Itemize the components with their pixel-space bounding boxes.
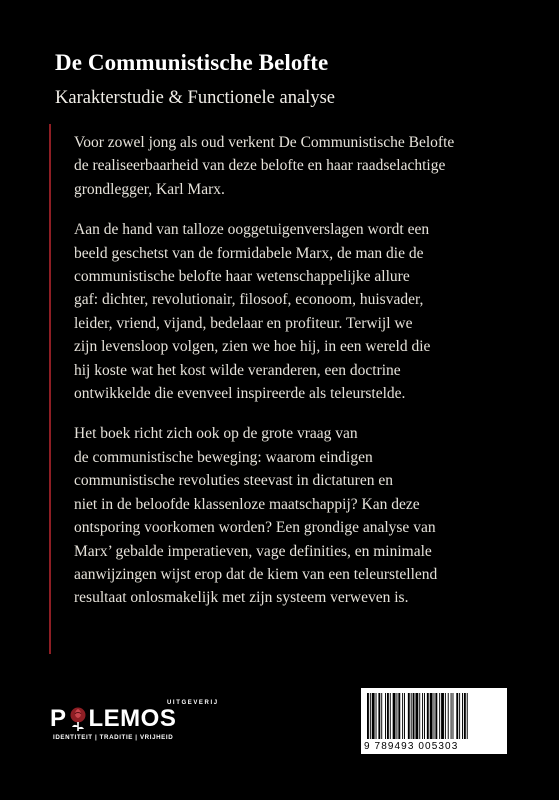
blurb-line: Voor zowel jong als oud verkent De Communistische Belofte (74, 134, 455, 151)
blurb-line: de communistische beweging: waarom eindigen (74, 448, 373, 466)
blurb-text (74, 131, 534, 627)
blurb-line: leider, vriend, vijand, bedelaar en profiteur. Terwijl we (74, 314, 413, 332)
blurb-line: communistische belofte haar wetenschappelijke allure (74, 268, 410, 286)
barcode-bar (451, 693, 452, 739)
barcode-bar (411, 693, 412, 739)
blurb-line: ontwikkelde die evenveel inspireerde als teleurstelde. (74, 385, 406, 403)
barcode-bar (462, 693, 463, 739)
barcode-bar (378, 693, 380, 739)
isbn-number: 9 789493 005303 (364, 741, 459, 752)
blurb-line: de realiseerbaarheid van deze belofte en haar raadselachtige (74, 157, 446, 175)
barcode-bar (404, 693, 405, 739)
blurb-paragraph-3 (74, 422, 534, 609)
barcode-bar (434, 693, 435, 739)
blurb-line: Het boek richt zich ook op de grote vraag van (74, 425, 358, 443)
blurb-line: niet in de beloofde klassenloze maatschappij? Kan deze (74, 495, 420, 513)
blurb-line: zijn levensloop volgen, zien we hoe hij, in een wereld die (74, 338, 431, 356)
barcode-bar (439, 693, 440, 739)
barcode-bar (413, 693, 415, 739)
barcode-bar (441, 693, 444, 739)
barcode-bar (445, 693, 446, 739)
barcode-bar (390, 693, 391, 739)
barcode-bar (430, 693, 433, 739)
blurb-line: beeld geschetst van de formidabele Marx, de man die de (74, 244, 424, 262)
barcode-bar (424, 693, 425, 739)
barcode-bar (367, 693, 369, 739)
barcode-bars (367, 693, 501, 739)
blurb-paragraph-2 (74, 218, 534, 405)
blurb-line: ontsporing voorkomen worden? Een grondige analyse van (74, 519, 436, 537)
blurb-line: hij koste wat het kost wilde veranderen, een doctrine (74, 361, 401, 379)
publisher-tagline: IDENTITEIT | TRADITIE | VRIJHEID (53, 734, 174, 741)
publisher-name-start: P (50, 705, 67, 732)
blurb-line: resultaat onlosmakelijk met zijn systeem verweven is. (74, 589, 409, 607)
barcode-bar (459, 693, 460, 739)
barcode-bar (402, 693, 403, 739)
accent-divider (49, 124, 51, 654)
publisher-wordmark (50, 706, 176, 732)
barcode-bar (453, 693, 454, 739)
barcode-bar (387, 693, 389, 739)
barcode-bar (456, 693, 458, 739)
barcode-bar (427, 693, 429, 739)
blurb-line: Aan de hand van talloze ooggetuigenverslagen wordt een (74, 221, 430, 239)
barcode-bar (393, 693, 396, 739)
barcode-bar (376, 693, 377, 739)
barcode-bar (372, 693, 375, 739)
barcode-bar (467, 693, 468, 739)
publisher-prefix: UITGEVERIJ (167, 700, 219, 706)
isbn-barcode (361, 688, 507, 754)
barcode-bar (415, 693, 418, 739)
rose-emblem-icon (68, 706, 88, 732)
blurb-paragraph-1 (74, 131, 534, 201)
publisher-logo (50, 700, 220, 744)
barcode-bar (422, 693, 423, 739)
barcode-bar (381, 693, 382, 739)
blurb-line: communistische revoluties steevast in dictaturen en (74, 472, 393, 490)
barcode-bar (398, 693, 400, 739)
barcode-bar (464, 693, 466, 739)
barcode-bar (370, 693, 371, 739)
blurb-line: grondlegger, Karl Marx. (74, 180, 225, 198)
barcode-bar (448, 693, 449, 739)
barcode-bar (419, 693, 420, 739)
barcode-bar (396, 693, 397, 739)
blurb-line: aanwijzingen wijst erop dat de kiem van een teleurstellend (74, 565, 438, 583)
book-title: De Communistische Belofte (55, 50, 329, 75)
barcode-bar (435, 693, 437, 739)
barcode-bar (408, 693, 410, 739)
book-subtitle: Karakterstudie & Functionele analyse (55, 88, 335, 108)
barcode-bar (385, 693, 386, 739)
blurb-line: gaf: dichter, revolutionair, filosoof, econoom, huisvader, (74, 291, 424, 309)
publisher-name-end: LEMOS (88, 705, 177, 732)
blurb-line: Marx’ gebalde imperatieven, vage definities, en minimale (74, 542, 432, 560)
